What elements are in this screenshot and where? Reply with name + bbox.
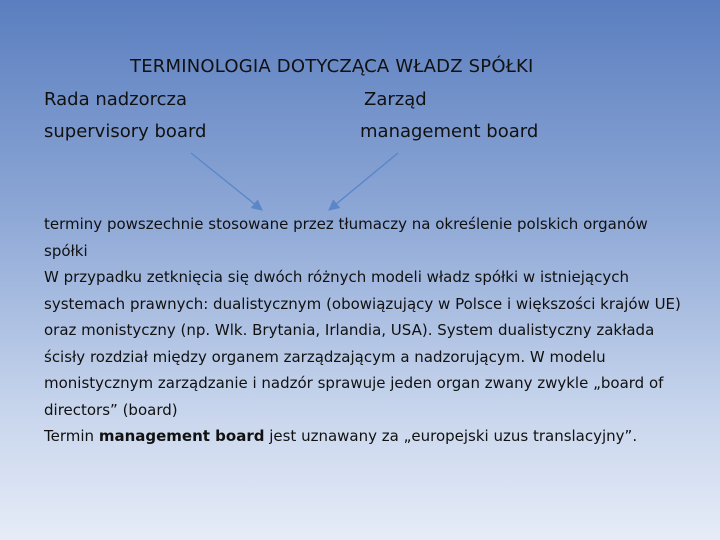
arrow-left xyxy=(191,153,262,210)
slide-title: TERMINOLOGIA DOTYCZĄCA WŁADZ SPÓŁKI xyxy=(130,56,534,77)
term-right-english: management board xyxy=(360,121,539,142)
term-right-polish: Zarząd xyxy=(364,89,427,110)
paragraph-2: W przypadku zetknięcia się dwóch różnych modeli władz spółki w istniejących systemach prawnych: dualistycznym (obowiązujący w Polsce i większości krajów UE) oraz monistyczny (np. Wlk. Brytania, Irlandia, USA). System dualistyczny zakłada ścisły rozdział między organem zarządzającym a nadzorującym. W modelu monistycznym zarządzanie i nadzór sprawuje jeden organ zwany zwykle „board of directors” (board) xyxy=(44,268,681,419)
paragraph-3 xyxy=(44,423,694,450)
term-left-polish: Rada nadzorcza xyxy=(44,89,188,110)
body-text xyxy=(44,211,694,450)
paragraph-3-prefix: Termin xyxy=(44,427,99,445)
term-left-english: supervisory board xyxy=(44,121,207,142)
paragraph-3-suffix: jest uznawany za „europejski uzus translacyjny”. xyxy=(264,427,638,445)
arrow-right xyxy=(329,153,398,210)
paragraph-1: terminy powszechnie stosowane przez tłumaczy na określenie polskich organów spółki xyxy=(44,215,648,260)
paragraph-3-bold-term: management board xyxy=(98,427,265,445)
